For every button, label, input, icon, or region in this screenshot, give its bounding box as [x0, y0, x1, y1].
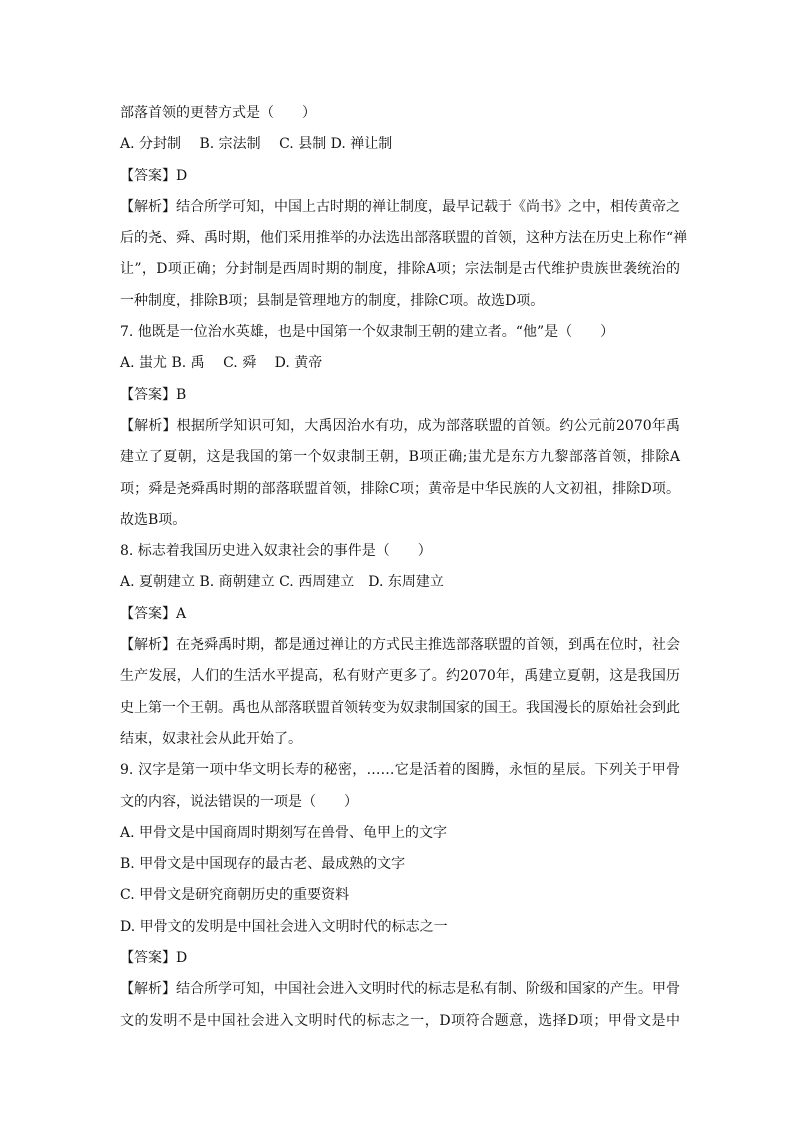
question-6-stem: 部落首领的更替方式是（ ） [120, 105, 316, 121]
question-6-analysis-line-3: 让”，D项正确；分封制是西周时期的制度，排除A项；宗法制是古代维护贵族世袭统治的 [120, 261, 680, 278]
document-page [120, 98, 688, 1037]
question-7-analysis-line-2: 建立了夏朝，这是我国的第一个奴隶制王朝，B项正确;蚩尤是东方九黎部落首领，排除A [120, 449, 680, 466]
question-7-answer: 【答案】B [120, 386, 187, 403]
question-6-answer: 【答案】D [120, 167, 188, 184]
question-7-options: A. 蚩尤 B. 禹 C. 舜 D. 黄帝 [120, 355, 323, 372]
question-7-stem: 7. 他既是一位治水英雄，也是中国第一个奴隶制王朝的建立者。“他”是（ ） [120, 324, 615, 341]
question-8-options: A. 夏朝建立 B. 商朝建立 C. 西周建立 D. 东周建立 [120, 574, 444, 591]
question-9-stem-line-2: 文的内容，说法错误的一项是（ ） [120, 793, 358, 810]
question-8-analysis-line-3: 史上第一个王朝。禹也从部落联盟首领转变为奴隶制国家的国王。我国漫长的原始社会到此 [120, 699, 680, 716]
question-8-stem: 8. 标志着我国历史进入奴隶社会的事件是（ ） [120, 543, 432, 560]
question-8-answer: 【答案】A [120, 605, 187, 622]
question-9-answer: 【答案】D [120, 950, 188, 967]
question-6-options: A. 分封制 B. 宗法制 C. 县制 D. 禅让制 [120, 136, 393, 153]
question-6-analysis-line-4: 一种制度，排除B项；县制是管理地方的制度，排除C项。故选D项。 [120, 292, 545, 309]
question-9-stem-line-1: 9. 汉字是第一项中华文明长寿的秘密，……它是活着的图腾，永恒的星辰。下列关于甲骨 [120, 762, 680, 779]
question-6-analysis-line-1: 【解析】结合所学可知，中国上古时期的禅让制度，最早记载于《尚书》之中，相传黄帝之 [120, 198, 680, 215]
question-9-option-c: C. 甲骨文是研究商朝历史的重要资料 [120, 887, 350, 904]
question-7-analysis-line-3: 项；舜是尧舜禹时期的部落联盟首领，排除C项；黄帝是中华民族的人文初祖，排除D项。 [120, 480, 680, 497]
question-8-analysis-line-4: 结束，奴隶社会从此开始了。 [120, 730, 302, 747]
question-8-analysis-line-1: 【解析】在尧舜禹时期，都是通过禅让的方式民主推选部落联盟的首领，到禹在位时，社会 [120, 637, 680, 654]
question-8-analysis-line-2: 生产发展，人们的生活水平提高，私有财产更多了。约2070年，禹建立夏朝，这是我国历 [120, 668, 680, 685]
question-7-analysis-line-4: 故选B项。 [120, 511, 187, 528]
question-9-analysis-line-2: 文的发明不是中国社会进入文明时代的标志之一，D项符合题意，选择D项；甲骨文是中 [120, 1012, 680, 1029]
question-9-option-a: A. 甲骨文是中国商周时期刻写在兽骨、龟甲上的文字 [120, 824, 448, 841]
question-9-analysis-line-1: 【解析】结合所学可知，中国社会进入文明时代的标志是私有制、阶级和国家的产生。甲骨 [120, 981, 680, 998]
question-9-option-d: D. 甲骨文的发明是中国社会进入文明时代的标志之一 [120, 918, 448, 935]
question-9-option-b: B. 甲骨文是中国现存的最古老、最成熟的文字 [120, 856, 406, 873]
question-7-analysis-line-1: 【解析】根据所学知识可知，大禹因治水有功，成为部落联盟的首领。约公元前2070年禹 [120, 417, 680, 434]
question-6-analysis-line-2: 后的尧、舜、禹时期，他们采用推举的办法选出部落联盟的首领，这种方法在历史上称作“禅 [120, 230, 688, 247]
